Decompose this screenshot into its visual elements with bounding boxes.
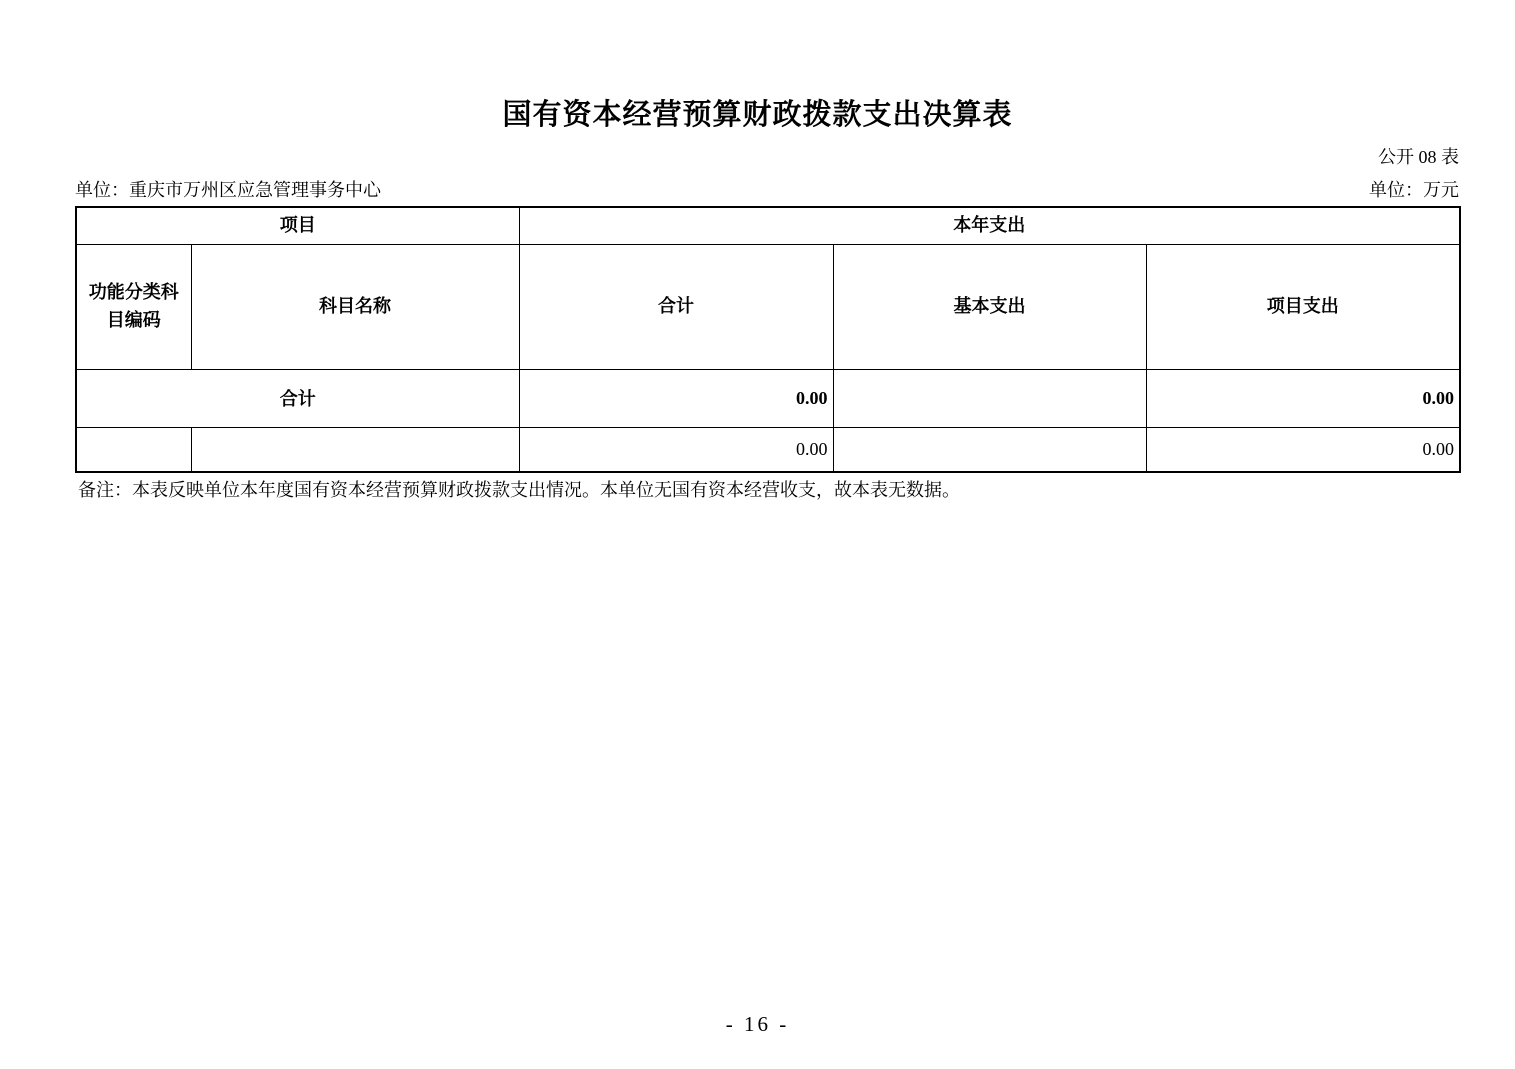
header-function-code: 功能分类科目编码 [76, 244, 191, 369]
total-row-basic-value [833, 369, 1146, 427]
empty-row-name-cell [191, 427, 519, 472]
total-row-total-value: 0.00 [519, 369, 833, 427]
header-group-row [76, 207, 1460, 244]
budget-expenditure-table [75, 206, 1461, 473]
meta-row [75, 176, 1459, 202]
header-project-expenditure: 项目支出 [1146, 244, 1460, 369]
table-row-empty [76, 427, 1460, 472]
header-columns-row [76, 244, 1460, 369]
footnote: 备注：本表反映单位本年度国有资本经营预算财政拨款支出情况。本单位无国有资本经营收支，故本表无数据。 [78, 480, 960, 500]
empty-row-project-value: 0.00 [1146, 427, 1460, 472]
table-row-total [76, 369, 1460, 427]
currency-unit-label: 单位：万元 [1369, 180, 1459, 200]
page-title: 国有资本经营预算财政拨款支出决算表 [502, 99, 1013, 131]
header-total: 合计 [519, 244, 833, 369]
table-code-label: 公开 08 表 [1378, 147, 1459, 167]
total-row-label: 合计 [76, 369, 519, 427]
empty-row-basic-value [833, 427, 1146, 472]
page-number: - 16 - [725, 1012, 790, 1036]
header-basic-expenditure: 基本支出 [833, 244, 1146, 369]
header-current-year-expenditure-group: 本年支出 [519, 207, 1460, 244]
empty-row-total-value: 0.00 [519, 427, 833, 472]
header-project-group: 项目 [76, 207, 519, 244]
total-row-project-value: 0.00 [1146, 369, 1460, 427]
header-subject-name: 科目名称 [191, 244, 519, 369]
org-unit-label: 单位：重庆市万州区应急管理事务中心 [75, 180, 381, 200]
empty-row-code-cell [76, 427, 191, 472]
